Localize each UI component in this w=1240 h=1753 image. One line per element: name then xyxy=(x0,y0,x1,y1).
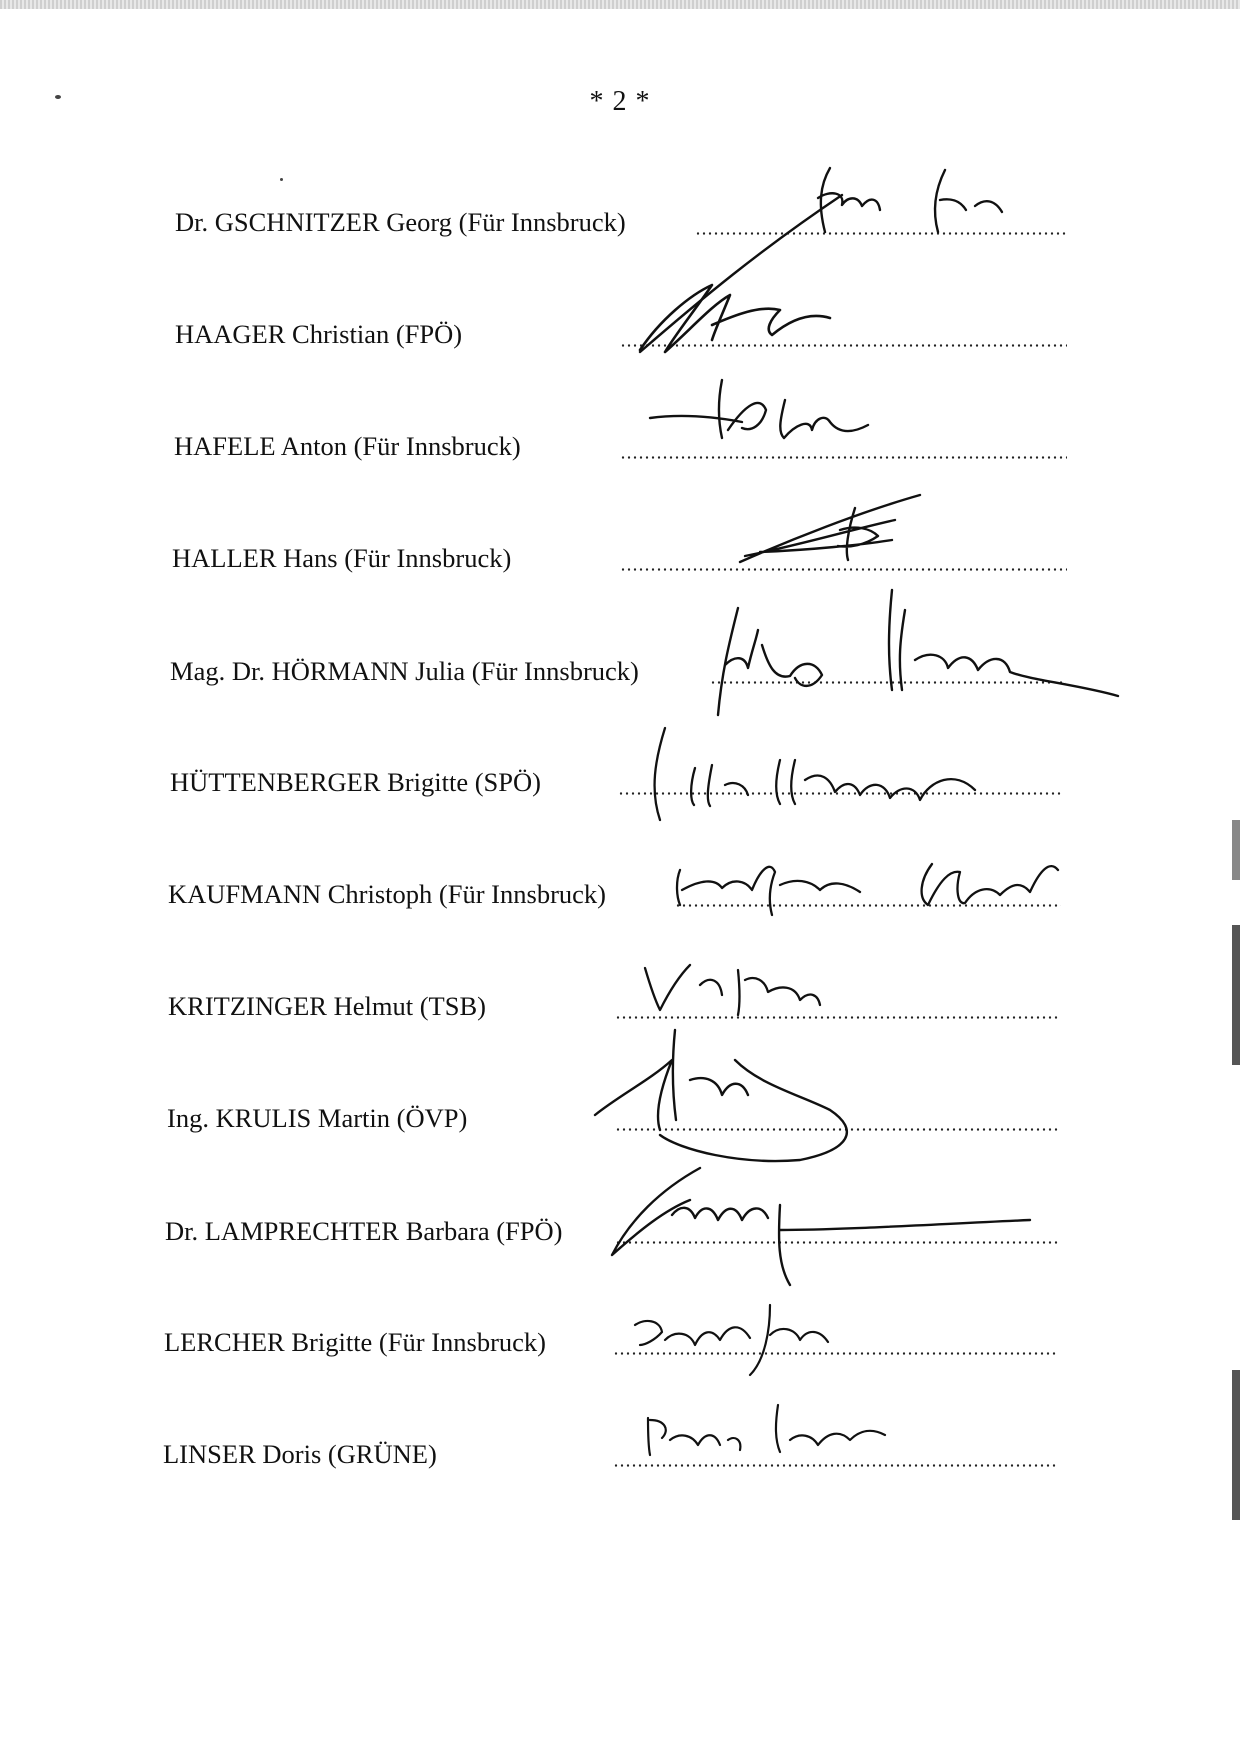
signature-line xyxy=(615,1241,1060,1244)
signature-row xyxy=(0,1184,1240,1244)
signatory-name: HÜTTENBERGER Brigitte (SPÖ) xyxy=(170,766,541,797)
signatory-name: KRITZINGER Helmut (TSB) xyxy=(168,990,486,1021)
signatory-name: HAAGER Christian (FPÖ) xyxy=(175,318,463,349)
signatory-name: Mag. Dr. HÖRMANN Julia (Für Innsbruck) xyxy=(170,655,639,686)
signatory-name: KAUFMANN Christoph (Für Innsbruck) xyxy=(168,878,606,909)
signature-row xyxy=(0,959,1240,1019)
signatory-name: Ing. KRULIS Martin (ÖVP) xyxy=(167,1102,468,1133)
signature-line xyxy=(613,1352,1058,1355)
signatory-name: Dr. LAMPRECHTER Barbara (FPÖ) xyxy=(165,1215,563,1246)
signatory-name: HALLER Hans (Für Innsbruck) xyxy=(172,542,512,573)
signature-row xyxy=(0,175,1240,235)
signature-line xyxy=(620,344,1067,347)
signature-row xyxy=(0,287,1240,347)
signatory-name: LERCHER Brigitte (Für Innsbruck) xyxy=(164,1326,546,1357)
signature-line xyxy=(620,568,1067,571)
signature-line xyxy=(615,1128,1060,1131)
signature-row xyxy=(0,511,1240,571)
signature-line xyxy=(620,456,1067,459)
signature-row xyxy=(0,399,1240,459)
signature-row xyxy=(0,735,1240,795)
signature-line xyxy=(695,232,1067,235)
signature-row xyxy=(0,1071,1240,1131)
scan-top-edge xyxy=(0,0,1240,9)
signatory-name: LINSER Doris (GRÜNE) xyxy=(163,1438,437,1469)
signature-row xyxy=(0,1295,1240,1355)
signature-line xyxy=(615,1016,1060,1019)
signature-row xyxy=(0,624,1240,684)
signature-line xyxy=(613,1464,1058,1467)
signature-row xyxy=(0,1407,1240,1467)
signatory-name: Dr. GSCHNITZER Georg (Für Innsbruck) xyxy=(175,206,626,237)
signature-line xyxy=(675,904,1061,907)
signature-line xyxy=(710,681,1066,684)
page-number: * 2 * xyxy=(589,86,651,117)
signatory-name: HAFELE Anton (Für Innsbruck) xyxy=(174,430,521,461)
signature-row xyxy=(0,847,1240,907)
signature-line xyxy=(618,792,1062,795)
